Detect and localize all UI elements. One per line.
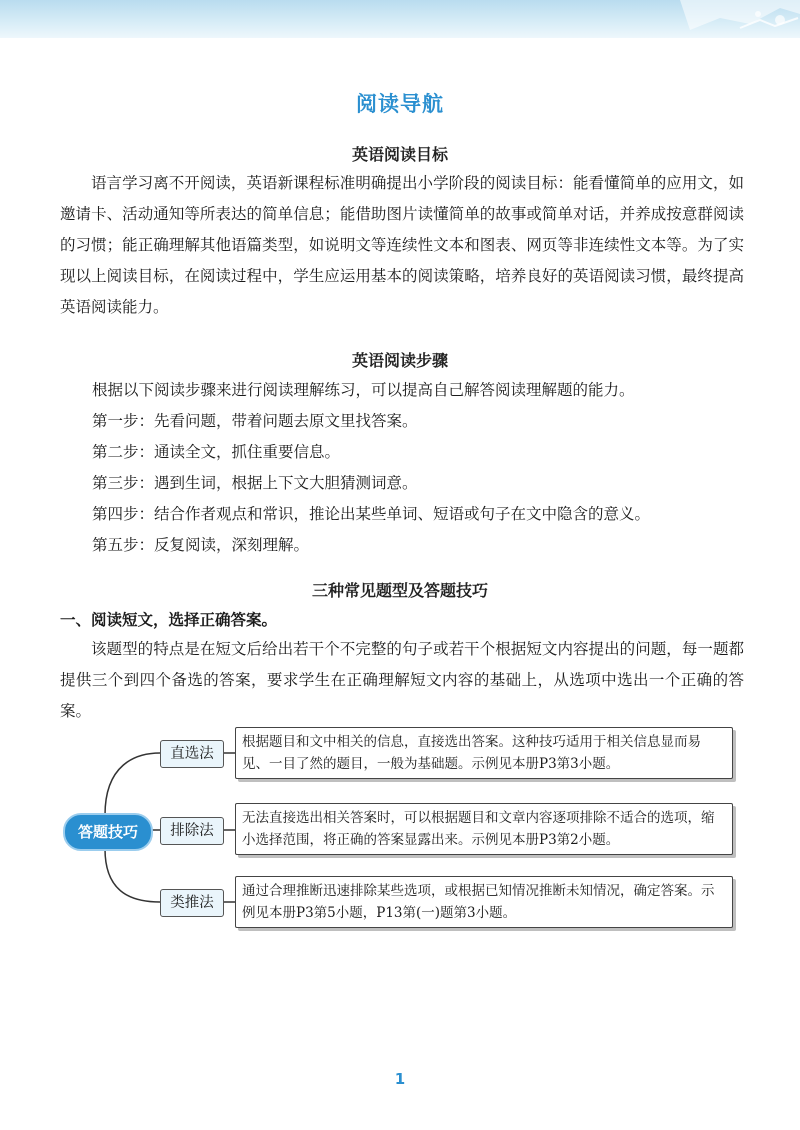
method-inference-desc: 通过合理推断迅速排除某些选项，或根据已知情况推断未知情况，确定答案。示例见本册P3第5小题，P13第(一)题第3小题。: [235, 876, 733, 928]
steps-heading: 英语阅读步骤: [351, 351, 448, 370]
types-heading: 三种常见题型及答题技巧: [311, 581, 488, 600]
types-paragraph: 该题型的特点是在短文后给出若干个不完整的句子或若干个根据短文内容提出的问题，每一题都提供三个到四个备选的答案，要求学生在正确理解短文内容的基础上，从选项中选出一个正确的答案。: [60, 640, 744, 720]
method-inference: 类推法: [160, 889, 224, 917]
method-elimination-desc: 无法直接选出相关答案时，可以根据题目和文章内容逐项排除不适合的选项，缩小选择范围，将正确的答案显露出来。示例见本册P3第2小题。: [235, 803, 733, 855]
mindmap-center-node: 答题技巧: [63, 813, 153, 851]
step-item: 第二步：通读全文，抓住重要信息。: [92, 443, 341, 461]
step-item: 第四步：结合作者观点和常识，推论出某些单词、短语或句子在文中隐含的意义。: [92, 505, 651, 523]
method-direct-choice-desc: 根据题目和文中相关的信息，直接选出答案。这种技巧适用于相关信息显而易见、一目了然的题目，一般为基础题。示例见本册P3第3小题。: [235, 727, 733, 779]
method-elimination: 排除法: [160, 817, 224, 845]
steps-intro: 根据以下阅读步骤来进行阅读理解练习，可以提高自己解答阅读理解题的能力。: [92, 381, 635, 399]
step-item: 第一步：先看问题，带着问题去原文里找答案。: [92, 412, 418, 430]
step-item: 第三步：遇到生词，根据上下文大胆猜测词意。: [92, 474, 418, 492]
answer-skills-mindmap: [55, 725, 745, 945]
snowflake-decoration-icon: [680, 0, 800, 40]
page-title: 阅读导航: [356, 92, 444, 116]
method-direct-choice: 直选法: [160, 740, 224, 768]
steps-list: [92, 406, 752, 561]
goals-paragraph: 语言学习离不开阅读，英语新课程标准明确提出小学阶段的阅读目标：能看懂简单的应用文，如邀请卡、活动通知等所表达的简单信息；能借助图片读懂简单的故事或简单对话，并养成按意群阅读的习惯；能正确理解其他语篇类型，如说明文等连续性文本和图表、网页等非连续性文本等。为了实现以上阅读目标，在阅读过程中，学生应运用基本的阅读策略，培养良好的英语阅读习惯，最终提高英语阅读能力。: [60, 174, 744, 316]
question-type-heading: 一、阅读短文，选择正确答案。: [60, 611, 278, 629]
goals-heading: 英语阅读目标: [351, 145, 448, 164]
step-item: 第五步：反复阅读，深刻理解。: [92, 536, 310, 554]
page-number: 1: [394, 1070, 406, 1088]
